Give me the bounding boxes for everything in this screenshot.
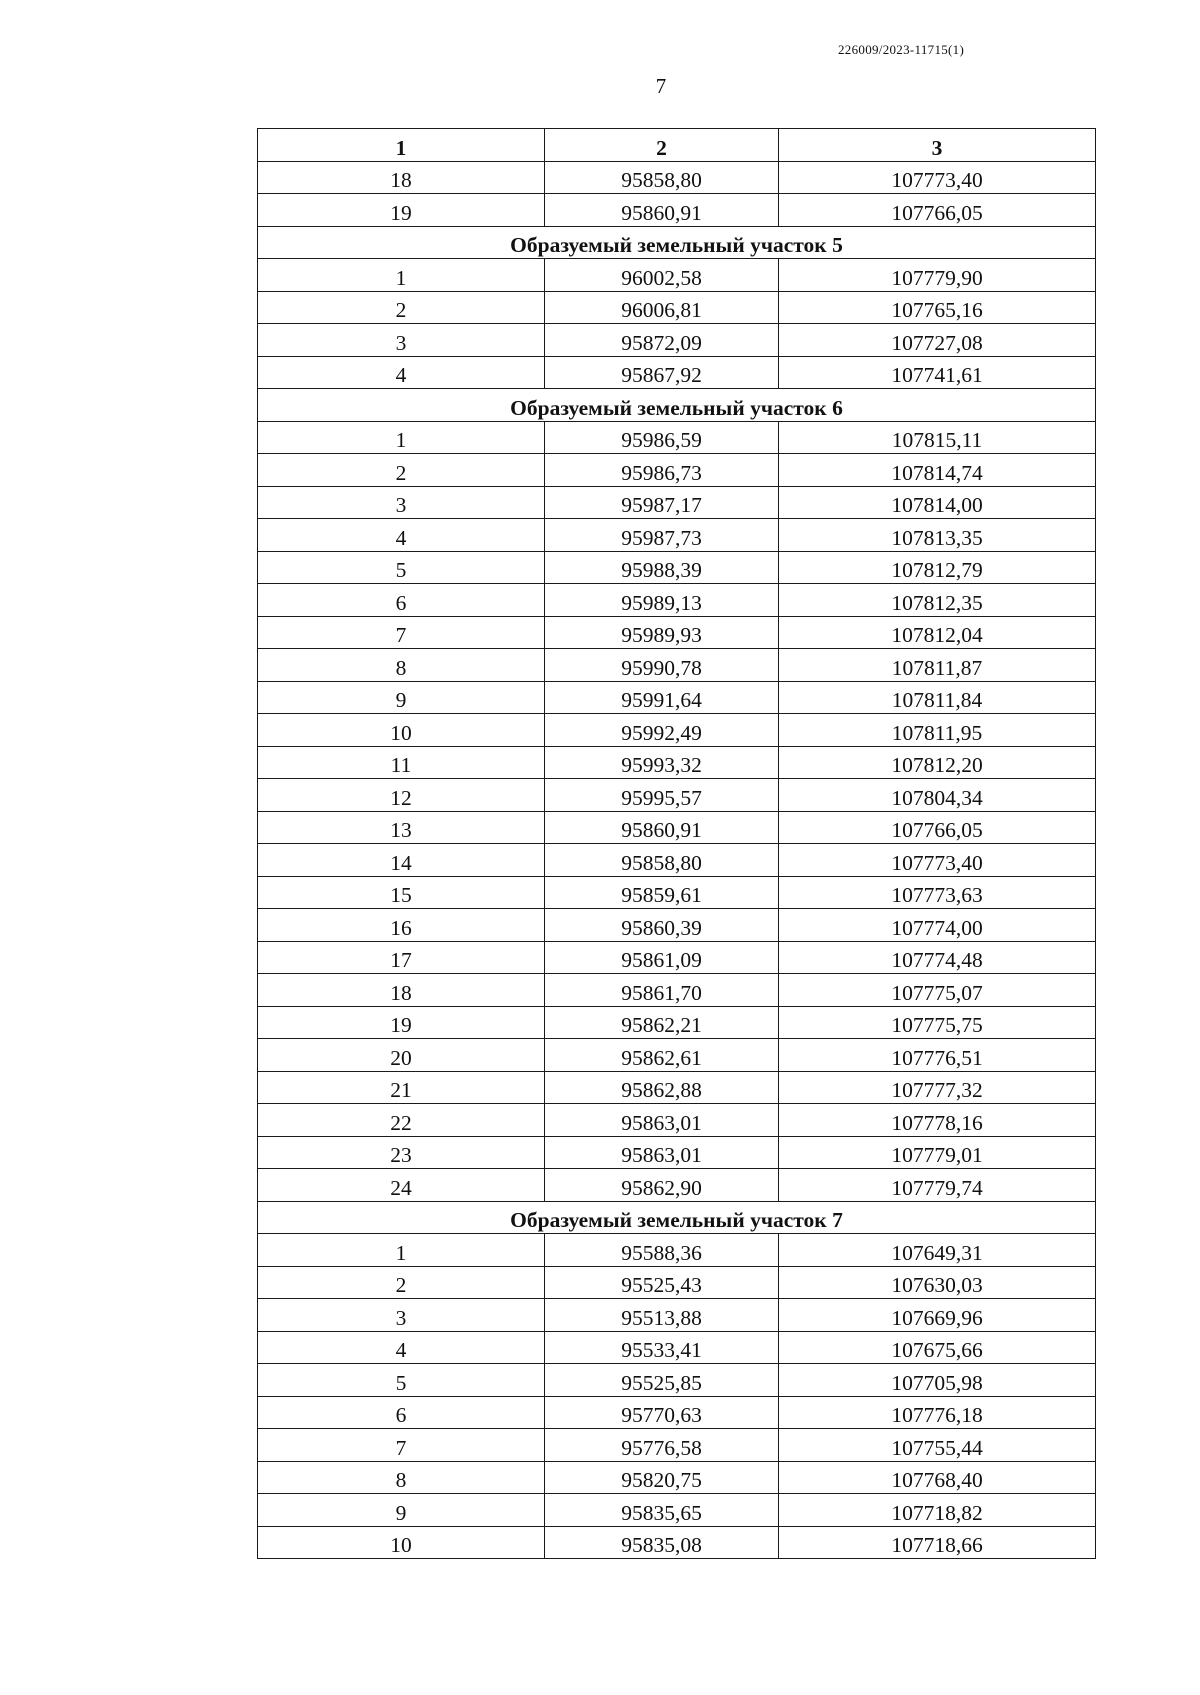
y-coordinate-cell: 107718,82	[779, 1494, 1096, 1527]
x-coordinate-cell: 95862,88	[545, 1071, 779, 1104]
x-coordinate-cell: 95861,70	[545, 974, 779, 1007]
y-coordinate-cell: 107741,61	[779, 356, 1096, 389]
y-coordinate-cell: 107814,00	[779, 486, 1096, 519]
table-row	[258, 779, 1096, 812]
x-coordinate-cell: 95862,90	[545, 1169, 779, 1202]
point-number-cell: 17	[258, 941, 545, 974]
table-row	[258, 356, 1096, 389]
section-header-row	[258, 1201, 1096, 1234]
table-row	[258, 1136, 1096, 1169]
table-row	[258, 421, 1096, 454]
point-number-cell: 5	[258, 551, 545, 584]
point-number-cell: 7	[258, 616, 545, 649]
table-row	[258, 1364, 1096, 1397]
y-coordinate-cell: 107774,48	[779, 941, 1096, 974]
y-coordinate-cell: 107811,95	[779, 714, 1096, 747]
coordinates-table-body	[258, 129, 1096, 1559]
y-coordinate-cell: 107812,79	[779, 551, 1096, 584]
y-coordinate-cell: 107774,00	[779, 909, 1096, 942]
table-row	[258, 974, 1096, 1007]
x-coordinate-cell: 95993,32	[545, 746, 779, 779]
coordinates-table	[257, 128, 1096, 1559]
point-number-cell: 2	[258, 1266, 545, 1299]
point-number-cell: 6	[258, 584, 545, 617]
x-coordinate-cell: 95860,91	[545, 194, 779, 227]
point-number-cell: 16	[258, 909, 545, 942]
table-row	[258, 454, 1096, 487]
point-number-cell: 4	[258, 356, 545, 389]
y-coordinate-cell: 107773,40	[779, 161, 1096, 194]
table-row	[258, 1039, 1096, 1072]
x-coordinate-cell: 95513,88	[545, 1299, 779, 1332]
x-coordinate-cell: 95862,61	[545, 1039, 779, 1072]
y-coordinate-cell: 107814,74	[779, 454, 1096, 487]
x-coordinate-cell: 95820,75	[545, 1461, 779, 1494]
y-coordinate-cell: 107776,18	[779, 1396, 1096, 1429]
point-number-cell: 6	[258, 1396, 545, 1429]
table-row	[258, 1429, 1096, 1462]
point-number-cell: 10	[258, 1526, 545, 1559]
y-coordinate-cell: 107777,32	[779, 1071, 1096, 1104]
table-row	[258, 1006, 1096, 1039]
table-row	[258, 876, 1096, 909]
y-coordinate-cell: 107773,40	[779, 844, 1096, 877]
point-number-cell: 3	[258, 486, 545, 519]
point-number-cell: 15	[258, 876, 545, 909]
point-number-cell: 19	[258, 1006, 545, 1039]
x-coordinate-cell: 95835,08	[545, 1526, 779, 1559]
table-row	[258, 941, 1096, 974]
table-row	[258, 324, 1096, 357]
y-coordinate-cell: 107766,05	[779, 811, 1096, 844]
point-number-cell: 7	[258, 1429, 545, 1462]
section-title: Образуемый земельный участок 7	[258, 1201, 1096, 1234]
x-coordinate-cell: 95858,80	[545, 844, 779, 877]
section-header-row	[258, 389, 1096, 422]
table-row	[258, 1461, 1096, 1494]
table-row	[258, 259, 1096, 292]
x-coordinate-cell: 95525,85	[545, 1364, 779, 1397]
x-coordinate-cell: 95858,80	[545, 161, 779, 194]
y-coordinate-cell: 107815,11	[779, 421, 1096, 454]
table-row	[258, 291, 1096, 324]
x-coordinate-cell: 95776,58	[545, 1429, 779, 1462]
header-cell-x: 2	[545, 129, 779, 162]
y-coordinate-cell: 107669,96	[779, 1299, 1096, 1332]
point-number-cell: 23	[258, 1136, 545, 1169]
table-row	[258, 519, 1096, 552]
y-coordinate-cell: 107765,16	[779, 291, 1096, 324]
section-title: Образуемый земельный участок 5	[258, 226, 1096, 259]
x-coordinate-cell: 95863,01	[545, 1104, 779, 1137]
x-coordinate-cell: 95860,91	[545, 811, 779, 844]
point-number-cell: 2	[258, 454, 545, 487]
table-row	[258, 1071, 1096, 1104]
point-number-cell: 9	[258, 681, 545, 714]
table-row	[258, 1331, 1096, 1364]
x-coordinate-cell: 95588,36	[545, 1234, 779, 1267]
x-coordinate-cell: 95987,73	[545, 519, 779, 552]
x-coordinate-cell: 95525,43	[545, 1266, 779, 1299]
y-coordinate-cell: 107813,35	[779, 519, 1096, 552]
table-row	[258, 681, 1096, 714]
y-coordinate-cell: 107773,63	[779, 876, 1096, 909]
table-row	[258, 1169, 1096, 1202]
page-number: 7	[655, 74, 667, 98]
point-number-cell: 24	[258, 1169, 545, 1202]
y-coordinate-cell: 107776,51	[779, 1039, 1096, 1072]
table-row	[258, 811, 1096, 844]
table-row	[258, 616, 1096, 649]
document-registration-number: 226009/2023-11715(1)	[838, 42, 965, 57]
table-row	[258, 844, 1096, 877]
y-coordinate-cell: 107649,31	[779, 1234, 1096, 1267]
table-row	[258, 714, 1096, 747]
y-coordinate-cell: 107775,07	[779, 974, 1096, 1007]
x-coordinate-cell: 95860,39	[545, 909, 779, 942]
point-number-cell: 1	[258, 1234, 545, 1267]
point-number-cell: 19	[258, 194, 545, 227]
x-coordinate-cell: 95989,93	[545, 616, 779, 649]
x-coordinate-cell: 95770,63	[545, 1396, 779, 1429]
y-coordinate-cell: 107804,34	[779, 779, 1096, 812]
y-coordinate-cell: 107812,35	[779, 584, 1096, 617]
point-number-cell: 9	[258, 1494, 545, 1527]
y-coordinate-cell: 107779,74	[779, 1169, 1096, 1202]
y-coordinate-cell: 107812,04	[779, 616, 1096, 649]
table-row	[258, 1494, 1096, 1527]
x-coordinate-cell: 95989,13	[545, 584, 779, 617]
table-row	[258, 1299, 1096, 1332]
header-cell-y: 3	[779, 129, 1096, 162]
table-row	[258, 1526, 1096, 1559]
point-number-cell: 18	[258, 974, 545, 1007]
x-coordinate-cell: 96006,81	[545, 291, 779, 324]
table-row	[258, 1104, 1096, 1137]
section-title: Образуемый земельный участок 6	[258, 389, 1096, 422]
point-number-cell: 14	[258, 844, 545, 877]
table-row	[258, 746, 1096, 779]
x-coordinate-cell: 95867,92	[545, 356, 779, 389]
point-number-cell: 3	[258, 1299, 545, 1332]
x-coordinate-cell: 95992,49	[545, 714, 779, 747]
table-row	[258, 1234, 1096, 1267]
x-coordinate-cell: 95987,17	[545, 486, 779, 519]
point-number-cell: 1	[258, 259, 545, 292]
point-number-cell: 13	[258, 811, 545, 844]
y-coordinate-cell: 107775,75	[779, 1006, 1096, 1039]
x-coordinate-cell: 96002,58	[545, 259, 779, 292]
table-row	[258, 551, 1096, 584]
x-coordinate-cell: 95995,57	[545, 779, 779, 812]
x-coordinate-cell: 95861,09	[545, 941, 779, 974]
point-number-cell: 21	[258, 1071, 545, 1104]
point-number-cell: 8	[258, 649, 545, 682]
point-number-cell: 4	[258, 1331, 545, 1364]
x-coordinate-cell: 95990,78	[545, 649, 779, 682]
table-row	[258, 909, 1096, 942]
y-coordinate-cell: 107755,44	[779, 1429, 1096, 1462]
y-coordinate-cell: 107779,01	[779, 1136, 1096, 1169]
y-coordinate-cell: 107718,66	[779, 1526, 1096, 1559]
x-coordinate-cell: 95533,41	[545, 1331, 779, 1364]
x-coordinate-cell: 95862,21	[545, 1006, 779, 1039]
x-coordinate-cell: 95859,61	[545, 876, 779, 909]
point-number-cell: 18	[258, 161, 545, 194]
y-coordinate-cell: 107768,40	[779, 1461, 1096, 1494]
x-coordinate-cell: 95991,64	[545, 681, 779, 714]
x-coordinate-cell: 95835,65	[545, 1494, 779, 1527]
table-row	[258, 161, 1096, 194]
y-coordinate-cell: 107811,87	[779, 649, 1096, 682]
point-number-cell: 4	[258, 519, 545, 552]
table-row	[258, 649, 1096, 682]
table-row	[258, 1266, 1096, 1299]
point-number-cell: 3	[258, 324, 545, 357]
point-number-cell: 12	[258, 779, 545, 812]
header-cell-point: 1	[258, 129, 545, 162]
x-coordinate-cell: 95872,09	[545, 324, 779, 357]
table-row	[258, 486, 1096, 519]
table-row	[258, 194, 1096, 227]
y-coordinate-cell: 107675,66	[779, 1331, 1096, 1364]
y-coordinate-cell: 107705,98	[779, 1364, 1096, 1397]
y-coordinate-cell: 107727,08	[779, 324, 1096, 357]
point-number-cell: 1	[258, 421, 545, 454]
y-coordinate-cell: 107630,03	[779, 1266, 1096, 1299]
x-coordinate-cell: 95986,59	[545, 421, 779, 454]
section-header-row	[258, 226, 1096, 259]
x-coordinate-cell: 95988,39	[545, 551, 779, 584]
point-number-cell: 5	[258, 1364, 545, 1397]
point-number-cell: 8	[258, 1461, 545, 1494]
point-number-cell: 22	[258, 1104, 545, 1137]
y-coordinate-cell: 107812,20	[779, 746, 1096, 779]
table-row	[258, 1396, 1096, 1429]
table-row	[258, 584, 1096, 617]
y-coordinate-cell: 107811,84	[779, 681, 1096, 714]
y-coordinate-cell: 107778,16	[779, 1104, 1096, 1137]
y-coordinate-cell: 107779,90	[779, 259, 1096, 292]
x-coordinate-cell: 95986,73	[545, 454, 779, 487]
point-number-cell: 20	[258, 1039, 545, 1072]
table-header-row	[258, 129, 1096, 162]
point-number-cell: 2	[258, 291, 545, 324]
point-number-cell: 11	[258, 746, 545, 779]
x-coordinate-cell: 95863,01	[545, 1136, 779, 1169]
point-number-cell: 10	[258, 714, 545, 747]
y-coordinate-cell: 107766,05	[779, 194, 1096, 227]
